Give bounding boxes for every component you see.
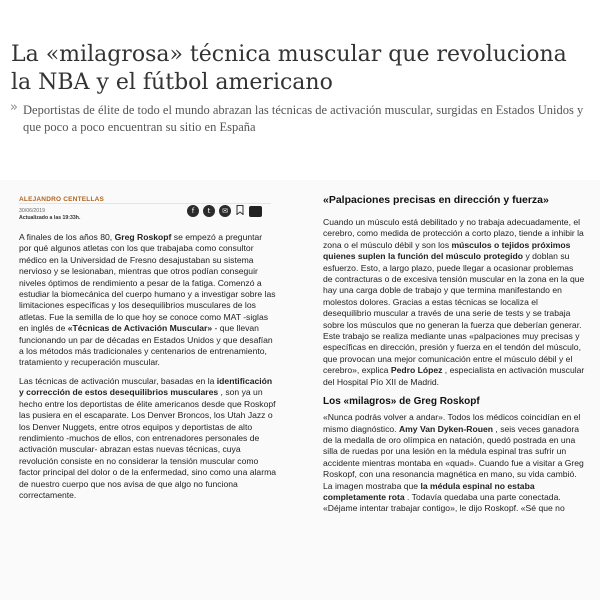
updated-time: Actualizado a las 19:33h.: [19, 214, 81, 221]
subtitle: Deportistas de élite de todo el mundo abrazan las técnicas de activación muscular, surgidas en Estados Unidos y que poco a poco encuentran su sitio en España: [23, 103, 584, 134]
email-icon[interactable]: ✉: [219, 205, 231, 217]
bookmark-icon[interactable]: [235, 205, 245, 217]
section-heading-1: «Palpaciones precisas en dirección y fuerza»: [323, 194, 549, 206]
paragraph-1: [19, 232, 276, 369]
body-text: y doblan su esfuerzo. Esto, a largo plazo, puede llegar a ocasionar problemas de contracturas o de excesiva tensión muscular en la zona en la que hay una carga doble de trabajo y que termina manifestando en molestos dolores. Gracias a estas técnicas se localiza el desequilibrio muscular a través de una serie de tests y se trabaja sobre los músculos que no generan la fuerza que deberían generar. Este trabajo se realiza mediante unas «palpaciones muy precisas y específicas en dirección, presión y fuerza en el tendón del músculo, que provocan una mejor comunicación entre el músculo débil y el cerebro», explica: [323, 251, 585, 376]
bold-text: Greg Roskopf: [114, 232, 172, 242]
bold-text: la médula espinal no estaba completamente rota: [323, 480, 535, 502]
comment-icon[interactable]: [249, 206, 262, 217]
body-text: . Todavía quedaba una parte conectada. «Déjame intentar trabajar contigo», le dijo Roskopf. «Sé que no: [323, 491, 565, 514]
body-text: , son ya un hecho entre los deportistas de élite americanos desde que Roskopf las pusiera en el escaparate. Los Denver Broncos, los Utah Jazz o los Denver Nuggets, entre otros equipos y deportistas de alto rendimiento -muchos de ellos, con entrenadores personales de activación muscular- abrazan estas nuevas técnicas, cuya revolución consiste en no considerar la tensión muscular como factor principal del dolor o de la enfermedad, sino como una alarma de nuestro cuerpo que nos avisa de que algo no funciona correctamente.: [19, 387, 277, 500]
article-header: [0, 0, 600, 160]
byline-divider: [19, 203, 271, 204]
author-name[interactable]: ALEJANDRO CENTELLAS: [19, 196, 105, 203]
publish-date: 30/06/2019: [19, 208, 45, 214]
bold-text: «Técnicas de Activación Muscular»: [67, 323, 213, 334]
paragraph-2: [19, 376, 276, 501]
body-text: se empezó a preguntar por qué algunos atletas con los que trabajaba como consultor médico en la Universidad de Fresno desajustaban su sistema nervioso y se lesionaban, mientras que otros podían conseguir niveles óptimos de rendimiento a pesar de la fatiga. Comenzó a estudiar la biomecánica del cuerpo humano y a investigar sobre las limitaciones específicas y los desequilibrios musculares de los atletas. Fue la semilla de lo que hoy se conoce como MAT -siglas en inglés de: [19, 232, 276, 334]
bold-text: músculos o tejidos próximos quienes suplen la función del músculo protegido: [323, 239, 571, 262]
share-bar: [187, 205, 262, 217]
body-text: , especialista en activación muscular del Hospital Pío XII de Madrid.: [323, 365, 585, 387]
left-column: [19, 232, 276, 508]
bold-text: Pedro López: [390, 365, 443, 376]
body-text: Las técnicas de activación muscular, basadas en la: [19, 375, 217, 386]
headline: La «milagrosa» técnica muscular que revoluciona la NBA y el fútbol americano: [11, 42, 567, 95]
byline-date: [19, 208, 80, 221]
double-chevron-right-icon: »: [10, 100, 18, 115]
body-text: Cuando un músculo está debilitado y no trabaja adecuadamente, el cerebro, como medida de protección a corto plazo, tiende a inhibir la zona o el músculo débil y son los: [323, 217, 584, 250]
section-heading-2: Los «milagros» de Greg Roskopf: [323, 396, 480, 408]
paragraph-4: [323, 412, 585, 515]
bold-text: Amy Van Dyken-Rouen: [398, 423, 494, 434]
bold-text: identificación y corrección de estos desequilibrios musculares: [19, 375, 273, 398]
right-column: [323, 194, 585, 522]
twitter-icon[interactable]: t: [203, 205, 215, 217]
body-text: , seis veces ganadora de la medalla de oro olímpica en natación, quedó postrada en una silla de ruedas por una lesión en la médula espinal tras sufrir un accidente mientras montaba en «quad». Cuando fue a visitar a Greg Roskopf, con una resonancia magnética en mano, su vida cambió. La imagen mostraba que: [323, 423, 584, 491]
body-text: - que llevan funcionando un par de décadas en Estados Unidos y que desafían a los métodos más tradicionales y centenarios de entrenamiento, tratamiento y recuperación muscular.: [19, 323, 273, 368]
body-text: «Nunca podrás volver a andar». Todos los médicos coincidían en el mismo diagnóstico.: [323, 412, 581, 434]
paragraph-3: [323, 217, 585, 388]
body-text: A finales de los años 80,: [19, 232, 115, 242]
facebook-icon[interactable]: f: [187, 205, 199, 217]
